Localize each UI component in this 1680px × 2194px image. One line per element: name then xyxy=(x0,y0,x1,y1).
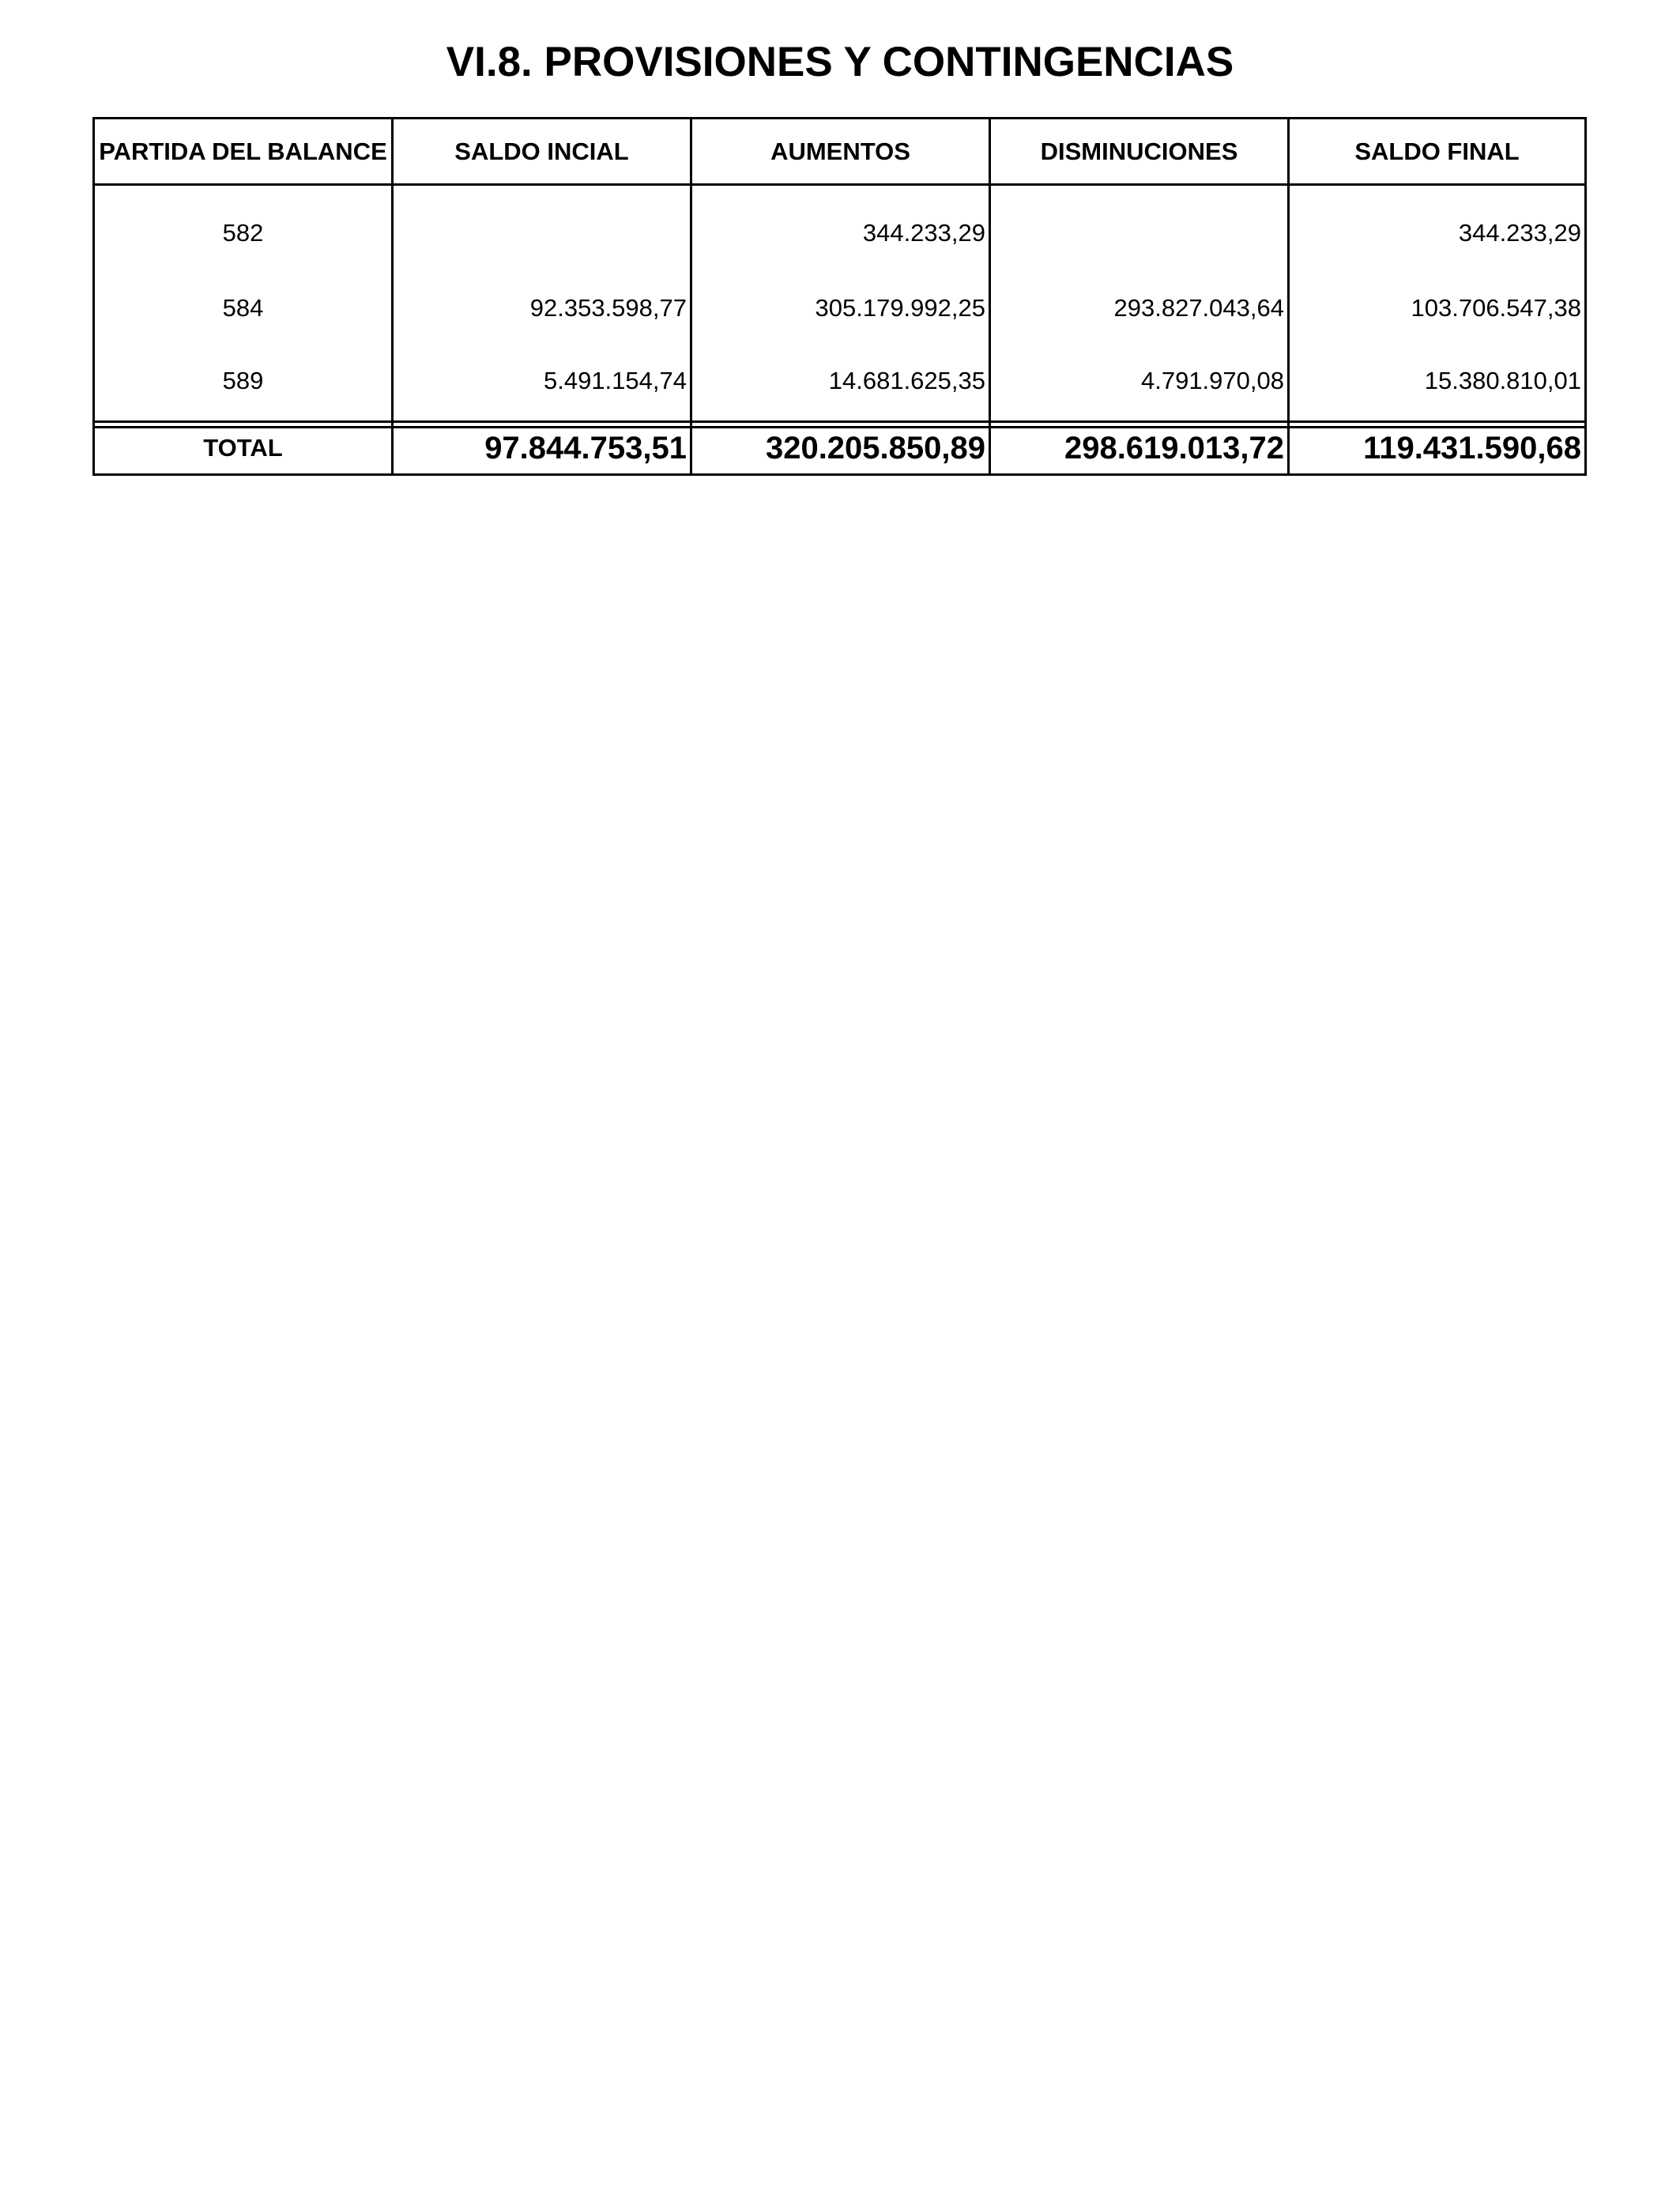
header-disminuciones: DISMINUCIONES xyxy=(990,119,1289,185)
cell-aumentos: 305.179.992,25 xyxy=(691,274,990,342)
cell-saldo-final: 344.233,29 xyxy=(1289,185,1586,275)
table-row xyxy=(94,185,1586,275)
cell-saldo-final: 15.380.810,01 xyxy=(1289,342,1586,428)
cell-saldo-inicial xyxy=(393,185,691,275)
total-aumentos: 320.205.850,89 xyxy=(691,422,990,475)
header-partida-del-balance: PARTIDA DEL BALANCE xyxy=(94,119,393,185)
total-label: TOTAL xyxy=(94,422,393,475)
cell-partida: 582 xyxy=(94,185,393,275)
cell-saldo-final: 103.706.547,38 xyxy=(1289,274,1586,342)
page-title: VI.8. PROVISIONES Y CONTINGENCIAS xyxy=(446,39,1234,85)
header-saldo-final: SALDO FINAL xyxy=(1289,119,1586,185)
table-row xyxy=(94,342,1586,428)
total-saldo-final: 119.431.590,68 xyxy=(1289,422,1586,475)
provisions-table xyxy=(92,117,1587,428)
cell-aumentos: 14.681.625,35 xyxy=(691,342,990,428)
header-saldo-inicial: SALDO INCIAL xyxy=(393,119,691,185)
total-disminuciones: 298.619.013,72 xyxy=(990,422,1289,475)
header-aumentos: AUMENTOS xyxy=(691,119,990,185)
cell-disminuciones: 293.827.043,64 xyxy=(990,274,1289,342)
table-row xyxy=(94,274,1586,342)
table-header-row xyxy=(94,119,1586,185)
cell-saldo-inicial: 5.491.154,74 xyxy=(393,342,691,428)
cell-disminuciones: 4.791.970,08 xyxy=(990,342,1289,428)
cell-disminuciones xyxy=(990,185,1289,275)
cell-saldo-inicial: 92.353.598,77 xyxy=(393,274,691,342)
total-saldo-inicial: 97.844.753,51 xyxy=(393,422,691,475)
total-table xyxy=(92,420,1587,476)
total-row xyxy=(94,422,1586,475)
cell-aumentos: 344.233,29 xyxy=(691,185,990,275)
cell-partida: 589 xyxy=(94,342,393,428)
cell-partida: 584 xyxy=(94,274,393,342)
